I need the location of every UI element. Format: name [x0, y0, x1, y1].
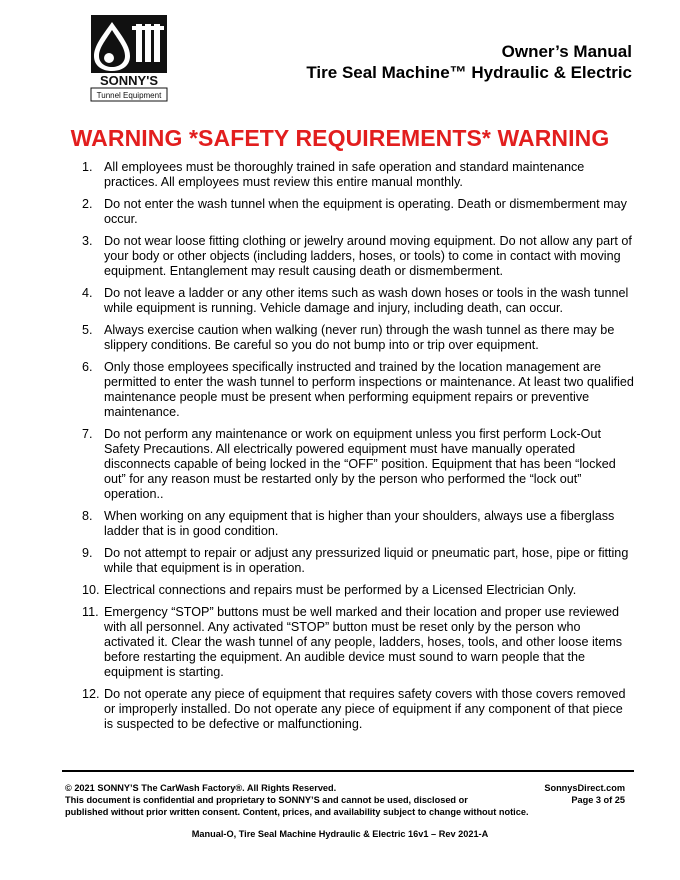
header-line-2: Tire Seal Machine™ Hydraulic & Electric: [306, 63, 632, 82]
safety-rule: [82, 509, 634, 539]
footer-copyright: © 2021 SONNY’S The CarWash Factory®. All Rights Reserved.: [65, 783, 337, 793]
footer-document-id: Manual-O, Tire Seal Machine Hydraulic & Electric 16v1 – Rev 2021-A: [191, 829, 489, 839]
rule-number: 4.: [82, 286, 93, 300]
rule-number: 3.: [82, 234, 93, 248]
safety-rule: [82, 286, 634, 316]
rule-text: Do not wear loose fitting clothing or jewelry around moving equipment. Do not allow any part of your body or other objects (including ladders, hoses, or tools) to come in contact with moving equipment. Entanglement may result causing death or dismemberment.: [104, 234, 632, 278]
rule-number: 2.: [82, 197, 93, 211]
rule-text: When working on any equipment that is higher than your shoulders, always use a fiberglass ladder that is in good condition.: [104, 509, 615, 538]
safety-rules-list: [82, 160, 634, 739]
footer-page-number: Page 3 of 25: [571, 795, 625, 805]
safety-warning-title: WARNING *SAFETY REQUIREMENTS* WARNING: [70, 125, 610, 151]
sonnys-logo-icon: [90, 14, 168, 102]
logo-brand-text: SONNY'S: [100, 73, 158, 88]
rule-text: Always exercise caution when walking (never run) through the wash tunnel as there may be slippery conditions. Be careful so you do not bump into or trip over equipment.: [104, 323, 615, 352]
safety-rule: [82, 605, 634, 680]
rule-text: Emergency “STOP” buttons must be well marked and their location and proper use reviewed with all personnel. Any activated “STOP” button must be reset only by the person who activated it. Clear the wash tunnel of any people, ladders, hoses, tools, and other loose items before restarting the equipment. An audible device must sound to warn people that the equipment is starting.: [104, 605, 623, 679]
footer-website: SonnysDirect.com: [544, 783, 625, 793]
safety-rule: [82, 546, 634, 576]
rule-text: Do not perform any maintenance or work on equipment unless you first perform Lock-Out Safety Precautions. All electrically powered equipment must have manually operated disconnects capable of being locked in the “OFF” position. Equipment that has been “locked out” for any reason must be restarted only by the person who performed the “lock out” operation..: [104, 427, 616, 501]
safety-rule: [82, 687, 634, 732]
rule-number: 12.: [82, 687, 100, 701]
rule-number: 10.: [82, 583, 100, 597]
document-header: [306, 41, 632, 83]
rule-number: 1.: [82, 160, 93, 174]
footer-consent: published without prior written consent. Content, prices, and availability subject to change without notice.: [65, 807, 529, 817]
rule-number: 11.: [82, 605, 99, 619]
rule-number: 8.: [82, 509, 93, 523]
safety-rule: [82, 160, 634, 190]
safety-rule: [82, 427, 634, 502]
document-footer: [65, 782, 625, 818]
safety-rule: [82, 197, 634, 227]
sonnys-logo: [90, 14, 168, 102]
logo-tagline-text: Tunnel Equipment: [96, 91, 162, 100]
rule-text: Do not enter the wash tunnel when the equipment is operating. Death or dismemberment may occur.: [104, 197, 627, 226]
rule-text: Only those employees specifically instructed and trained by the location management are permitted to enter the wash tunnel to perform inspections or maintenance. At least two qualified maintenance people must be present when performing equipment repairs or preventive maintenance.: [104, 360, 634, 419]
safety-rule: [82, 234, 634, 279]
footer-confidential: This document is confidential and proprietary to SONNY’S and cannot be used, disclosed or: [65, 795, 468, 805]
rule-number: 7.: [82, 427, 93, 441]
rule-number: 5.: [82, 323, 93, 337]
rule-text: All employees must be thoroughly trained in safe operation and standard maintenance practices. All employees must review this entire manual monthly.: [104, 160, 585, 189]
safety-rule: [82, 360, 634, 420]
footer-divider: [62, 770, 634, 772]
rule-text: Do not attempt to repair or adjust any pressurized liquid or pneumatic part, hose, pipe or fitting while that equipment is in operation.: [104, 546, 629, 575]
rule-text: Do not leave a ladder or any other items such as wash down hoses or tools in the wash tunnel while equipment is running. Vehicle damage and injury, including death, can occur.: [104, 286, 629, 315]
rule-text: Do not operate any piece of equipment that requires safety covers with those covers removed or improperly installed. Do not operate any piece of equipment if any component of that piece is suspected to be defective or malfunctioning.: [104, 687, 626, 731]
rule-number: 9.: [82, 546, 93, 560]
safety-rule: [82, 583, 634, 598]
rule-number: 6.: [82, 360, 93, 374]
rule-text: Electrical connections and repairs must be performed by a Licensed Electrician Only.: [104, 583, 577, 597]
safety-rule: [82, 323, 634, 353]
header-line-1: Owner’s Manual: [501, 42, 632, 61]
